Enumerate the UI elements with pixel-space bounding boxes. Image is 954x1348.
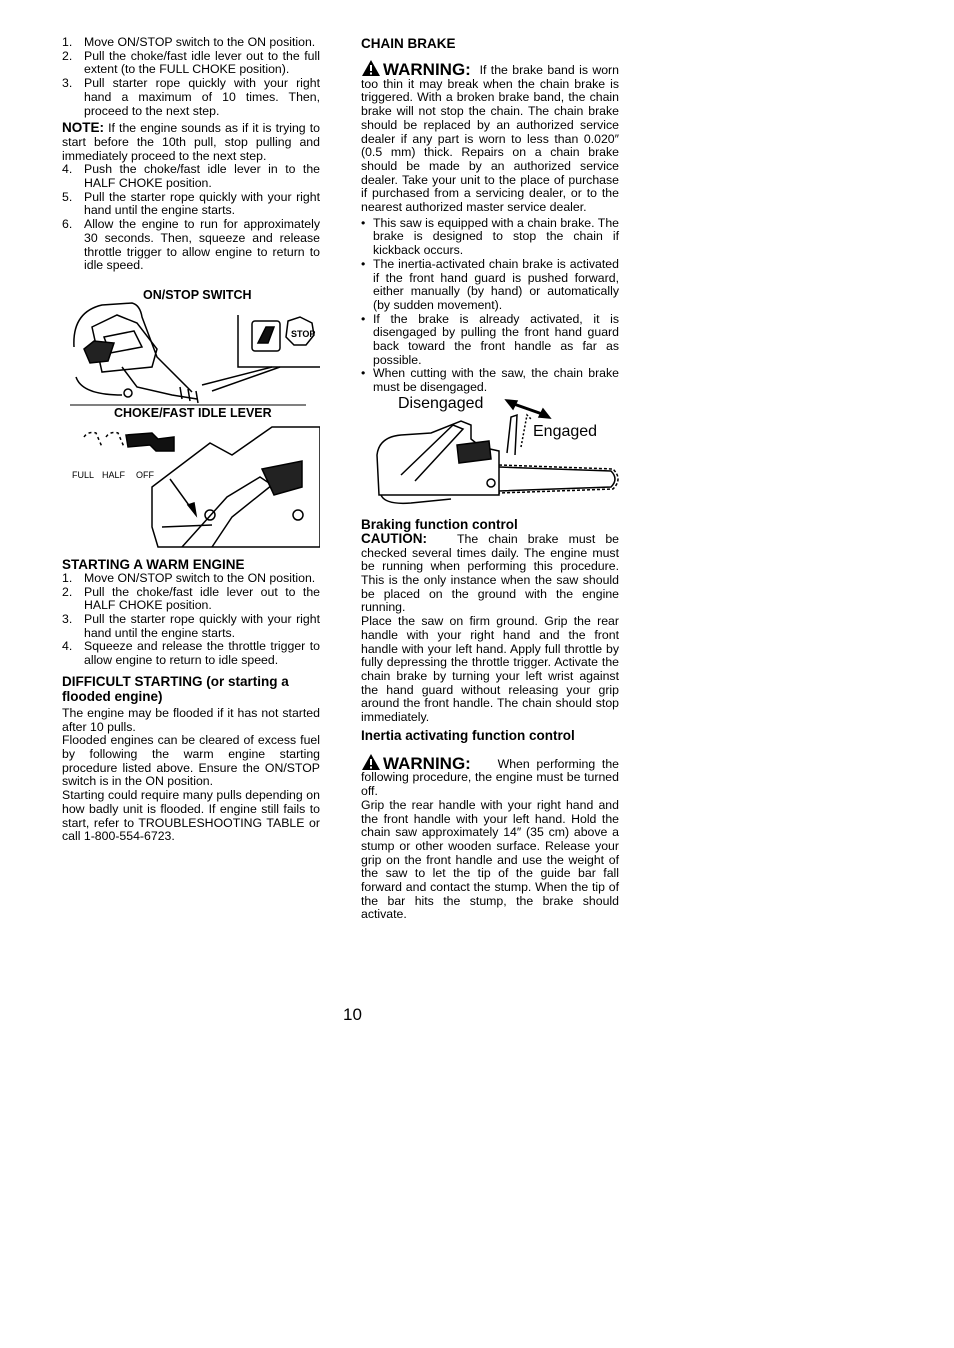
- warning-triangle-icon: [361, 753, 381, 771]
- choke-full-label: FULL: [72, 469, 95, 480]
- onstop-switch-figure: [62, 287, 320, 407]
- chainsaw-choke-illustration: [62, 407, 320, 555]
- chain-brake-figure: [361, 395, 619, 513]
- note-label: NOTE:: [62, 120, 104, 136]
- list-item: 5. Pull the starter rope quickly with your right hand until the engine starts.: [62, 189, 320, 218]
- inertia-paragraph: Grip the rear handle with your right hand and the front handle with your left hand. Hold the chain saw approximately 14″ (35 cm) above a stump or other wooden surface. Release your grip on the front handle and use the weight of the saw to let the tip of the guide bar fall forward and contact the stump. When the tip of the bar hits the stump, the brake should activate.: [361, 797, 619, 922]
- choke-lever-label: CHOKE/FAST IDLE LEVER: [114, 405, 272, 420]
- start-cold-steps-a: [62, 36, 320, 118]
- start-cold-steps-b: [62, 163, 320, 273]
- left-column: [62, 36, 320, 844]
- chainsaw-onstop-illustration: [62, 287, 320, 407]
- list-item: • When cutting with the saw, the chain brake must be disengaged.: [361, 367, 619, 394]
- list-item: 1. Move ON/STOP switch to the ON position.: [62, 570, 316, 585]
- braking-function-heading: Braking function control: [361, 516, 518, 532]
- list-item: 1. Move ON/STOP switch to the ON position.: [62, 35, 316, 49]
- warning-triangle-icon: [361, 59, 381, 77]
- warning-label: WARNING:: [383, 753, 471, 773]
- warm-engine-steps: [62, 572, 320, 668]
- difficult-paragraph-1: The engine may be flooded if it has not started after 10 pulls.: [62, 705, 320, 734]
- svg-text:STOP: STOP: [291, 328, 316, 339]
- page-number: 10: [343, 1005, 362, 1024]
- chain-brake-bullets: [361, 217, 619, 395]
- inertia-function-heading: Inertia activating function control: [361, 727, 575, 743]
- chain-brake-illustration: [361, 395, 619, 513]
- right-column: [361, 36, 619, 922]
- warning-label: WARNING:: [383, 60, 471, 79]
- disengaged-label: Disengaged: [398, 394, 484, 412]
- list-item: • The inertia-activated chain brake is activated if the front hand guard is pushed forward, either manually (by hand) or automatically (by sudden movement).: [361, 258, 619, 313]
- list-item: • This saw is equipped with a chain brake. The brake is designed to stop the chain if kickback occurs.: [361, 217, 619, 258]
- warning-paragraph-1: WARNING: If the brake band is worn too thin it may break when the chain brake is triggered. With a broken brake band, the chain brake will not stop the chain. The chain brake should be replaced by an authorized service dealer if any part is worn to less than 0.020″ (0.5 mm) thick. Repairs on a chain brake should be made by an authorized service dealer. Take your unit to the place of purchase if purchased from a servicing dealer, or to the nearest authorized master service dealer.: [361, 60, 619, 215]
- onstop-switch-label: ON/STOP SWITCH: [143, 287, 252, 302]
- list-item: 2. Pull the choke/fast idle lever out to the HALF CHOKE position.: [62, 584, 320, 613]
- list-item: 4. Push the choke/fast idle lever in to the HALF CHOKE position.: [62, 162, 320, 191]
- list-item: 3. Pull starter rope quickly with your right hand a maximum of 10 times. Then, proceed to the next step.: [62, 76, 320, 118]
- caution-paragraph: CAUTION: The chain brake must be checked several times daily. The engine must be running when performing this procedure. This is the only instance when the saw should be placed on the ground with the engine running.: [361, 530, 619, 615]
- difficult-paragraph-3: Starting could require many pulls depending on how badly unit is flooded. If engine still fails to start, refer to TROUBLESHOOTING TABLE or call 1-800-554-6723.: [62, 788, 320, 844]
- engaged-label: Engaged: [533, 422, 598, 440]
- braking-paragraph-2: Place the saw on firm ground. Grip the rear handle with your right hand and the front handle with your left hand. Apply full throttle by fully depressing the throttle trigger. Activate the chain brake by turning your left wrist against the hand guard without releasing your grip around the front handle. The chain should stop immediately.: [361, 614, 619, 725]
- list-item: 2. Pull the choke/fast idle lever out to the full extent (to the FULL CHOKE position).: [62, 48, 320, 77]
- chain-brake-heading: CHAIN BRAKE: [361, 36, 456, 51]
- choke-lever-figure: [62, 407, 320, 555]
- list-item: 3. Pull the starter rope quickly with your right hand until the engine starts.: [62, 612, 320, 640]
- list-item: • If the brake is already activated, it is disengaged by pulling the front hand guard back toward the front handle as far as possible.: [361, 313, 619, 368]
- warm-engine-heading: STARTING A WARM ENGINE: [62, 556, 245, 572]
- warning-paragraph-2: WARNING: When performing the following procedure, the engine must be turned off.: [361, 753, 619, 799]
- difficult-paragraph-2: Flooded engines can be cleared of excess fuel by following the warm engine starting procedure listed above. Ensure the ON/STOP switch is in the ON position.: [62, 733, 320, 789]
- list-item: 6. Allow the engine to run for approximately 30 seconds. Then, squeeze and release throttle trigger to allow engine to return to idle speed.: [62, 217, 320, 273]
- note-paragraph: NOTE: If the engine sounds as if it is trying to start before the 10th pull, stop pulling and immediately proceed to the next step.: [62, 120, 320, 163]
- choke-off-label: OFF: [136, 469, 154, 480]
- choke-half-label: HALF: [102, 469, 126, 480]
- caution-label: CAUTION:: [361, 530, 427, 546]
- difficult-starting-heading: DIFFICULT STARTING (or starting a flooded engine): [62, 673, 289, 704]
- list-item: 4. Squeeze and release the throttle trigger to allow engine to return to idle speed.: [62, 639, 320, 668]
